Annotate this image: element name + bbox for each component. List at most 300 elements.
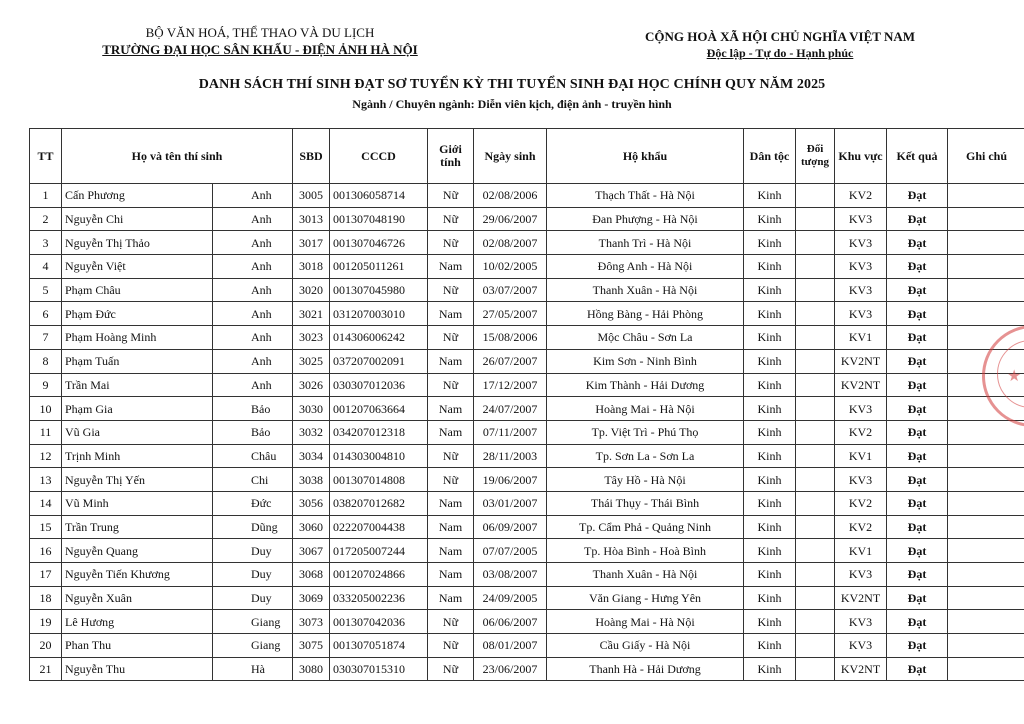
row-note	[948, 184, 1024, 208]
col-header-tt: TT	[30, 129, 62, 184]
row-note	[948, 634, 1024, 658]
row-tt: 9	[30, 373, 62, 397]
row-surname: Trịnh Minh	[62, 444, 213, 468]
row-tt: 6	[30, 302, 62, 326]
row-object	[796, 420, 835, 444]
row-tt: 14	[30, 491, 62, 515]
row-note	[948, 444, 1024, 468]
row-object	[796, 207, 835, 231]
row-object	[796, 255, 835, 279]
row-dob: 24/09/2005	[474, 586, 547, 610]
row-tt: 2	[30, 207, 62, 231]
row-result: Đạt	[887, 349, 948, 373]
row-tt: 7	[30, 326, 62, 350]
row-dob: 28/11/2003	[474, 444, 547, 468]
row-hometown: Thanh Xuân - Hà Nội	[547, 278, 744, 302]
col-header-ethnicity: Dân tộc	[744, 129, 796, 184]
table-row	[30, 468, 1024, 492]
row-hometown: Kim Sơn - Ninh Bình	[547, 349, 744, 373]
row-dob: 03/07/2007	[474, 278, 547, 302]
row-hometown: Thanh Trì - Hà Nội	[547, 231, 744, 255]
row-cccd: 001307046726	[330, 231, 428, 255]
row-ethnicity: Kinh	[744, 207, 796, 231]
row-surname: Nguyễn Thu	[62, 657, 213, 681]
row-given-name: Anh	[213, 302, 293, 326]
table-row	[30, 610, 1024, 634]
row-hometown: Tây Hồ - Hà Nội	[547, 468, 744, 492]
official-seal-icon: ★	[982, 325, 1024, 427]
row-note	[948, 586, 1024, 610]
row-given-name: Bảo	[213, 397, 293, 421]
row-object	[796, 373, 835, 397]
row-area: KV2NT	[835, 349, 887, 373]
row-surname: Nguyễn Thị Yến	[62, 468, 213, 492]
row-gender: Nữ	[428, 231, 474, 255]
row-object	[796, 444, 835, 468]
row-hometown: Tp. Cẩm Phả - Quảng Ninh	[547, 515, 744, 539]
row-hometown: Hoàng Mai - Hà Nội	[547, 610, 744, 634]
row-hometown: Thanh Xuân - Hà Nội	[547, 563, 744, 587]
row-surname: Phạm Hoàng Minh	[62, 326, 213, 350]
table-header-row	[30, 129, 1024, 184]
row-sbd: 3005	[293, 184, 330, 208]
row-result: Đạt	[887, 634, 948, 658]
row-gender: Nữ	[428, 634, 474, 658]
row-cccd: 014303004810	[330, 444, 428, 468]
col-header-area: Khu vực	[835, 129, 887, 184]
row-note	[948, 207, 1024, 231]
row-gender: Nữ	[428, 326, 474, 350]
row-tt: 13	[30, 468, 62, 492]
row-area: KV3	[835, 610, 887, 634]
row-surname: Nguyễn Việt	[62, 255, 213, 279]
row-dob: 24/07/2007	[474, 397, 547, 421]
row-note	[948, 255, 1024, 279]
table-row	[30, 444, 1024, 468]
row-sbd: 3017	[293, 231, 330, 255]
row-hometown: Kim Thành - Hải Dương	[547, 373, 744, 397]
row-ethnicity: Kinh	[744, 610, 796, 634]
table-row	[30, 563, 1024, 587]
col-header-dob: Ngày sinh	[474, 129, 547, 184]
row-result: Đạt	[887, 563, 948, 587]
row-gender: Nữ	[428, 207, 474, 231]
row-area: KV3	[835, 634, 887, 658]
row-gender: Nữ	[428, 444, 474, 468]
row-dob: 29/06/2007	[474, 207, 547, 231]
row-hometown: Cầu Giấy - Hà Nội	[547, 634, 744, 658]
row-sbd: 3060	[293, 515, 330, 539]
row-area: KV3	[835, 468, 887, 492]
row-result: Đạt	[887, 207, 948, 231]
row-hometown: Hoàng Mai - Hà Nội	[547, 397, 744, 421]
row-given-name: Bảo	[213, 420, 293, 444]
row-given-name: Châu	[213, 444, 293, 468]
row-given-name: Duy	[213, 563, 293, 587]
row-dob: 17/12/2007	[474, 373, 547, 397]
row-result: Đạt	[887, 586, 948, 610]
col-header-name: Họ và tên thí sinh	[62, 129, 293, 184]
row-note	[948, 515, 1024, 539]
row-ethnicity: Kinh	[744, 278, 796, 302]
row-hometown: Đan Phượng - Hà Nội	[547, 207, 744, 231]
row-result: Đạt	[887, 373, 948, 397]
row-surname: Phạm Gia	[62, 397, 213, 421]
row-surname: Phạm Tuấn	[62, 349, 213, 373]
col-header-note: Ghi chú	[948, 129, 1024, 184]
row-given-name: Duy	[213, 539, 293, 563]
row-surname: Nguyễn Xuân	[62, 586, 213, 610]
row-result: Đạt	[887, 468, 948, 492]
row-surname: Nguyễn Thị Thảo	[62, 231, 213, 255]
row-dob: 08/01/2007	[474, 634, 547, 658]
row-area: KV3	[835, 278, 887, 302]
row-gender: Nam	[428, 302, 474, 326]
table-row	[30, 349, 1024, 373]
row-object	[796, 184, 835, 208]
row-sbd: 3075	[293, 634, 330, 658]
row-given-name: Anh	[213, 349, 293, 373]
row-ethnicity: Kinh	[744, 634, 796, 658]
row-object	[796, 468, 835, 492]
row-dob: 07/11/2007	[474, 420, 547, 444]
row-surname: Vũ Minh	[62, 491, 213, 515]
row-area: KV1	[835, 326, 887, 350]
row-hometown: Mộc Châu - Sơn La	[547, 326, 744, 350]
row-area: KV2	[835, 491, 887, 515]
row-sbd: 3013	[293, 207, 330, 231]
row-gender: Nam	[428, 397, 474, 421]
row-sbd: 3068	[293, 563, 330, 587]
table-row	[30, 278, 1024, 302]
row-given-name: Anh	[213, 255, 293, 279]
row-gender: Nam	[428, 539, 474, 563]
row-cccd: 017205007244	[330, 539, 428, 563]
table-row	[30, 255, 1024, 279]
row-surname: Trần Trung	[62, 515, 213, 539]
row-tt: 5	[30, 278, 62, 302]
row-given-name: Duy	[213, 586, 293, 610]
table-body	[30, 184, 1024, 681]
row-dob: 27/05/2007	[474, 302, 547, 326]
row-sbd: 3067	[293, 539, 330, 563]
row-object	[796, 278, 835, 302]
row-given-name: Dũng	[213, 515, 293, 539]
row-area: KV1	[835, 539, 887, 563]
row-area: KV3	[835, 231, 887, 255]
row-ethnicity: Kinh	[744, 420, 796, 444]
row-gender: Nam	[428, 349, 474, 373]
row-area: KV3	[835, 397, 887, 421]
row-hometown: Hồng Bàng - Hải Phòng	[547, 302, 744, 326]
row-tt: 15	[30, 515, 62, 539]
row-given-name: Anh	[213, 373, 293, 397]
row-object	[796, 586, 835, 610]
row-hometown: Thạch Thất - Hà Nội	[547, 184, 744, 208]
row-cccd: 014306006242	[330, 326, 428, 350]
row-dob: 02/08/2006	[474, 184, 547, 208]
row-hometown: Văn Giang - Hưng Yên	[547, 586, 744, 610]
row-note	[948, 657, 1024, 681]
header-right	[620, 28, 940, 61]
row-result: Đạt	[887, 302, 948, 326]
row-area: KV3	[835, 207, 887, 231]
row-sbd: 3025	[293, 349, 330, 373]
row-given-name: Chi	[213, 468, 293, 492]
row-object	[796, 349, 835, 373]
row-object	[796, 397, 835, 421]
row-sbd: 3034	[293, 444, 330, 468]
row-gender: Nữ	[428, 278, 474, 302]
row-note	[948, 610, 1024, 634]
row-ethnicity: Kinh	[744, 491, 796, 515]
table-row	[30, 231, 1024, 255]
row-note	[948, 468, 1024, 492]
row-cccd: 038207012682	[330, 491, 428, 515]
row-dob: 07/07/2005	[474, 539, 547, 563]
row-ethnicity: Kinh	[744, 255, 796, 279]
row-sbd: 3073	[293, 610, 330, 634]
national-motto: Độc lập - Tự do - Hạnh phúc	[706, 46, 854, 60]
row-given-name: Giang	[213, 634, 293, 658]
row-given-name: Hà	[213, 657, 293, 681]
row-cccd: 001205011261	[330, 255, 428, 279]
row-sbd: 3023	[293, 326, 330, 350]
row-sbd: 3020	[293, 278, 330, 302]
row-sbd: 3026	[293, 373, 330, 397]
row-note	[948, 231, 1024, 255]
row-cccd: 001307045980	[330, 278, 428, 302]
row-cccd: 001307042036	[330, 610, 428, 634]
row-dob: 03/08/2007	[474, 563, 547, 587]
col-header-object: Đối tượng	[796, 129, 835, 184]
row-result: Đạt	[887, 255, 948, 279]
row-result: Đạt	[887, 278, 948, 302]
table-row	[30, 373, 1024, 397]
row-surname: Trần Mai	[62, 373, 213, 397]
row-dob: 06/06/2007	[474, 610, 547, 634]
row-result: Đạt	[887, 326, 948, 350]
row-surname: Phan Thu	[62, 634, 213, 658]
row-dob: 02/08/2007	[474, 231, 547, 255]
row-result: Đạt	[887, 231, 948, 255]
row-given-name: Giang	[213, 610, 293, 634]
row-gender: Nữ	[428, 373, 474, 397]
row-hometown: Tp. Hòa Bình - Hoà Bình	[547, 539, 744, 563]
row-area: KV3	[835, 255, 887, 279]
row-surname: Cấn Phương	[62, 184, 213, 208]
row-ethnicity: Kinh	[744, 326, 796, 350]
row-tt: 3	[30, 231, 62, 255]
row-area: KV2	[835, 515, 887, 539]
row-given-name: Anh	[213, 326, 293, 350]
table-row	[30, 184, 1024, 208]
row-area: KV3	[835, 302, 887, 326]
row-cccd: 001207063664	[330, 397, 428, 421]
row-cccd: 030307015310	[330, 657, 428, 681]
row-object	[796, 515, 835, 539]
row-gender: Nữ	[428, 657, 474, 681]
candidate-table	[29, 128, 1024, 681]
row-ethnicity: Kinh	[744, 373, 796, 397]
row-tt: 8	[30, 349, 62, 373]
row-surname: Nguyễn Chi	[62, 207, 213, 231]
table-row	[30, 326, 1024, 350]
row-gender: Nam	[428, 515, 474, 539]
row-area: KV2NT	[835, 586, 887, 610]
row-sbd: 3056	[293, 491, 330, 515]
table-row	[30, 302, 1024, 326]
row-sbd: 3030	[293, 397, 330, 421]
row-dob: 15/08/2006	[474, 326, 547, 350]
row-sbd: 3032	[293, 420, 330, 444]
col-header-sbd: SBD	[293, 129, 330, 184]
table-row	[30, 420, 1024, 444]
row-result: Đạt	[887, 539, 948, 563]
row-sbd: 3018	[293, 255, 330, 279]
row-ethnicity: Kinh	[744, 539, 796, 563]
row-tt: 4	[30, 255, 62, 279]
row-note	[948, 302, 1024, 326]
row-cccd: 001307051874	[330, 634, 428, 658]
row-hometown: Tp. Sơn La - Sơn La	[547, 444, 744, 468]
row-object	[796, 302, 835, 326]
row-area: KV3	[835, 563, 887, 587]
row-ethnicity: Kinh	[744, 468, 796, 492]
row-note	[948, 539, 1024, 563]
row-area: KV1	[835, 444, 887, 468]
col-header-result: Kết quả	[887, 129, 948, 184]
col-header-hometown: Hộ khẩu	[547, 129, 744, 184]
row-cccd: 022207004438	[330, 515, 428, 539]
row-sbd: 3080	[293, 657, 330, 681]
row-given-name: Anh	[213, 184, 293, 208]
row-area: KV2NT	[835, 373, 887, 397]
row-dob: 19/06/2007	[474, 468, 547, 492]
school-name: TRƯỜNG ĐẠI HỌC SÂN KHẤU - ĐIỆN ẢNH HÀ NỘI	[102, 42, 418, 57]
row-result: Đạt	[887, 491, 948, 515]
row-given-name: Anh	[213, 207, 293, 231]
row-given-name: Đức	[213, 491, 293, 515]
table-row	[30, 586, 1024, 610]
row-result: Đạt	[887, 657, 948, 681]
row-result: Đạt	[887, 420, 948, 444]
row-ethnicity: Kinh	[744, 444, 796, 468]
row-result: Đạt	[887, 515, 948, 539]
row-object	[796, 610, 835, 634]
row-cccd: 001207024866	[330, 563, 428, 587]
col-header-cccd: CCCD	[330, 129, 428, 184]
row-hometown: Thái Thụy - Thái Bình	[547, 491, 744, 515]
row-sbd: 3069	[293, 586, 330, 610]
row-tt: 1	[30, 184, 62, 208]
row-given-name: Anh	[213, 231, 293, 255]
row-cccd: 001306058714	[330, 184, 428, 208]
row-ethnicity: Kinh	[744, 231, 796, 255]
row-surname: Phạm Đức	[62, 302, 213, 326]
table-row	[30, 539, 1024, 563]
row-object	[796, 326, 835, 350]
row-surname: Vũ Gia	[62, 420, 213, 444]
row-result: Đạt	[887, 397, 948, 421]
row-hometown: Tp. Việt Trì - Phú Thọ	[547, 420, 744, 444]
row-tt: 16	[30, 539, 62, 563]
row-ethnicity: Kinh	[744, 349, 796, 373]
row-area: KV2	[835, 184, 887, 208]
row-sbd: 3038	[293, 468, 330, 492]
row-hometown: Thanh Hà - Hải Dương	[547, 657, 744, 681]
row-tt: 20	[30, 634, 62, 658]
row-dob: 06/09/2007	[474, 515, 547, 539]
row-dob: 23/06/2007	[474, 657, 547, 681]
col-header-gender: Giới tính	[428, 129, 474, 184]
row-result: Đạt	[887, 610, 948, 634]
row-result: Đạt	[887, 184, 948, 208]
row-note	[948, 491, 1024, 515]
row-tt: 18	[30, 586, 62, 610]
row-sbd: 3021	[293, 302, 330, 326]
row-tt: 19	[30, 610, 62, 634]
row-ethnicity: Kinh	[744, 586, 796, 610]
row-tt: 12	[30, 444, 62, 468]
row-gender: Nữ	[428, 610, 474, 634]
row-object	[796, 657, 835, 681]
table-row	[30, 634, 1024, 658]
row-object	[796, 539, 835, 563]
row-surname: Phạm Châu	[62, 278, 213, 302]
row-surname: Nguyễn Tiến Khương	[62, 563, 213, 587]
row-ethnicity: Kinh	[744, 515, 796, 539]
row-given-name: Anh	[213, 278, 293, 302]
row-gender: Nữ	[428, 184, 474, 208]
row-tt: 17	[30, 563, 62, 587]
row-hometown: Đông Anh - Hà Nội	[547, 255, 744, 279]
row-area: KV2NT	[835, 657, 887, 681]
row-gender: Nam	[428, 255, 474, 279]
country-name: CỘNG HOÀ XÃ HỘI CHỦ NGHĨA VIỆT NAM	[644, 29, 916, 44]
table-row	[30, 207, 1024, 231]
row-dob: 10/02/2005	[474, 255, 547, 279]
row-surname: Lê Hương	[62, 610, 213, 634]
row-gender: Nam	[428, 420, 474, 444]
row-surname: Nguyễn Quang	[62, 539, 213, 563]
row-note	[948, 278, 1024, 302]
document-title: DANH SÁCH THÍ SINH ĐẠT SƠ TUYỂN KỲ THI TUYỂN SINH ĐẠI HỌC CHÍNH QUY NĂM 2025	[198, 77, 826, 92]
row-cccd: 037207002091	[330, 349, 428, 373]
row-tt: 11	[30, 420, 62, 444]
header-left	[60, 24, 460, 58]
row-gender: Nam	[428, 491, 474, 515]
row-ethnicity: Kinh	[744, 397, 796, 421]
table-row	[30, 515, 1024, 539]
row-cccd: 034207012318	[330, 420, 428, 444]
row-dob: 03/01/2007	[474, 491, 547, 515]
row-cccd: 033205002236	[330, 586, 428, 610]
row-gender: Nữ	[428, 468, 474, 492]
table-row	[30, 491, 1024, 515]
row-tt: 21	[30, 657, 62, 681]
row-object	[796, 491, 835, 515]
row-cccd: 001307048190	[330, 207, 428, 231]
row-gender: Nam	[428, 563, 474, 587]
row-object	[796, 563, 835, 587]
row-note	[948, 420, 1024, 444]
ministry-name: BỘ VĂN HOÁ, THỂ THAO VÀ DU LỊCH	[145, 25, 375, 40]
row-object	[796, 634, 835, 658]
row-cccd: 031207003010	[330, 302, 428, 326]
row-ethnicity: Kinh	[744, 302, 796, 326]
row-ethnicity: Kinh	[744, 184, 796, 208]
